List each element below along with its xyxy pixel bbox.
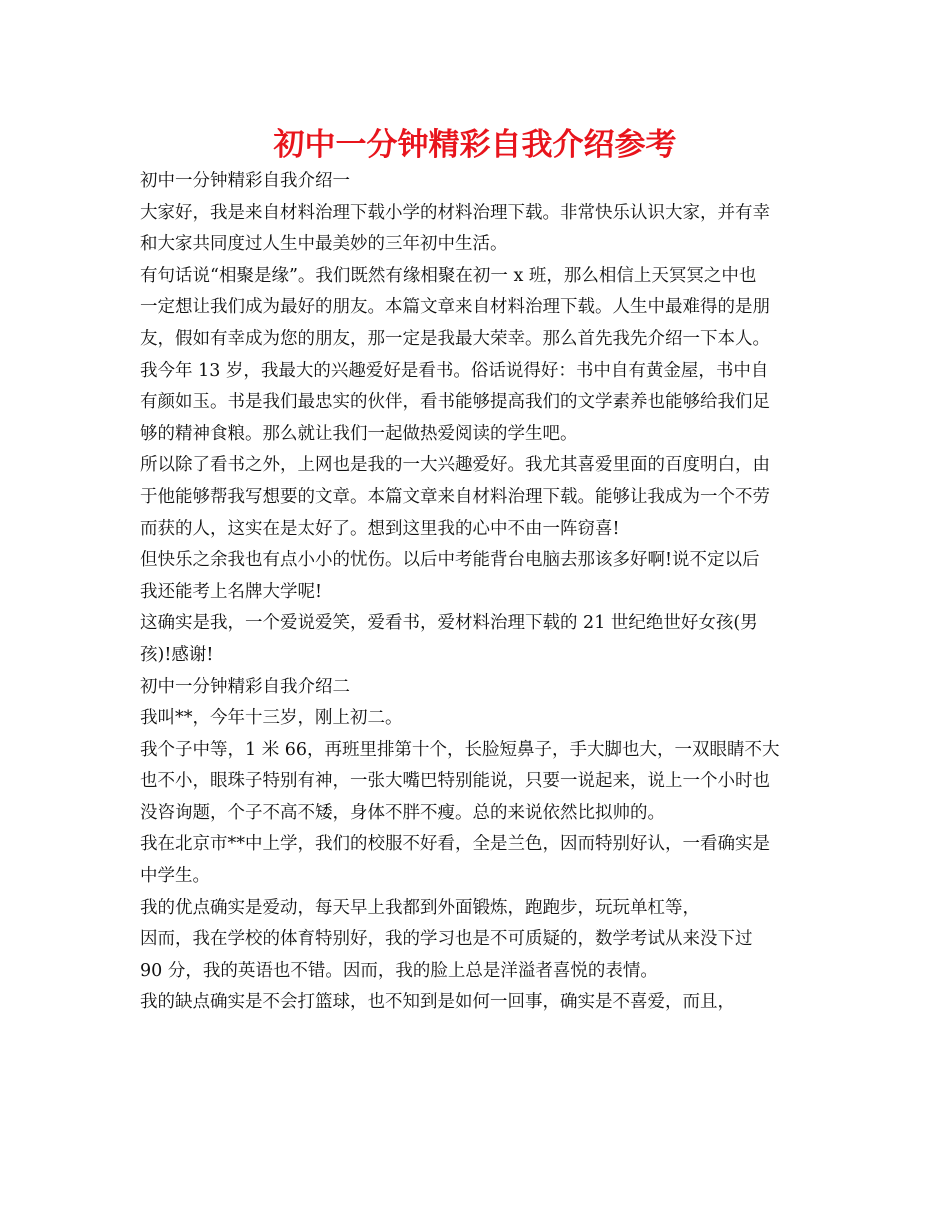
text-line: 我个子中等，1 米 66，再班里排第十个，长脸短鼻子，手大脚也大，一双眼睛不大	[140, 739, 780, 760]
text-line: 友，假如有幸成为您的朋友，那一定是我最大荣幸。那么首先我先介绍一下本人。	[140, 328, 770, 349]
text-line: 有句话说“相聚是缘”。我们既然有缘相聚在初一 x 班，那么相信上天冥冥之中也	[140, 265, 757, 286]
text-line: 因而，我在学校的体育特别好，我的学习也是不可质疑的，数学考试从来没下过	[140, 929, 753, 950]
text-line: 没咨询题，个子不高不矮，身体不胖不瘦。总的来说依然比拟帅的。	[140, 802, 665, 823]
document-body	[140, 166, 820, 1019]
text-line: 我在北京市**中上学，我们的校服不好看，全是兰色，因而特别好认，一看确实是	[140, 834, 770, 855]
text-line: 我叫**，今年十三岁，刚上初二。	[140, 708, 403, 729]
text-line: 有颜如玉。书是我们最忠实的伙伴，看书能够提高我们的文学素养也能够给我们足	[140, 392, 770, 413]
text-line: 大家好，我是来自材料治理下载小学的材料治理下载。非常快乐认识大家，并有幸	[140, 202, 770, 223]
text-line: 我的缺点确实是不会打篮球，也不知到是如何一回事，确实是不喜爱，而且，	[140, 992, 735, 1013]
text-line: 和大家共同度过人生中最美妙的三年初中生活。	[140, 234, 508, 255]
text-line: 初中一分钟精彩自我介绍二	[140, 676, 350, 697]
text-line: 所以除了看书之外，上网也是我的一大兴趣爱好。我尤其喜爱里面的百度明白，由	[140, 455, 770, 476]
text-line: 我还能考上名牌大学呢!	[140, 581, 323, 602]
text-line: 中学生。	[140, 866, 210, 887]
text-line: 够的精神食粮。那么就让我们一起做热爱阅读的学生吧。	[140, 423, 578, 444]
text-line: 但快乐之余我也有点小小的忧伤。以后中考能背台电脑去那该多好啊!说不定以后	[140, 550, 760, 571]
text-line: 90 分，我的英语也不错。因而，我的脸上总是洋溢者喜悦的表情。	[140, 960, 658, 981]
text-line: 我今年 13 岁，我最大的兴趣爱好是看书。俗话说得好：书中自有黄金屋，书中自	[140, 360, 769, 381]
text-line: 我的优点确实是爱动，每天早上我都到外面锻炼，跑跑步，玩玩单杠等，	[140, 897, 700, 918]
document-title: 初中一分钟精彩自我介绍参考	[273, 127, 677, 163]
text-line: 这确实是我，一个爱说爱笑，爱看书，爱材料治理下载的 21 世纪绝世好女孩(男	[140, 613, 758, 634]
text-line: 初中一分钟精彩自我介绍一	[140, 171, 350, 191]
text-line: 也不小，眼珠子特别有神，一张大嘴巴特别能说，只要一说起来，说上一个小时也	[140, 771, 770, 792]
text-line: 而获的人，这实在是太好了。想到这里我的心中不由一阵窃喜!	[140, 518, 620, 539]
text-line: 于他能够帮我写想要的文章。本篇文章来自材料治理下载。能够让我成为一个不劳	[140, 486, 770, 507]
text-line: 一定想让我们成为最好的朋友。本篇文章来自材料治理下载。人生中最难得的是朋	[140, 297, 770, 318]
text-line: 孩)!感谢!	[140, 644, 214, 665]
